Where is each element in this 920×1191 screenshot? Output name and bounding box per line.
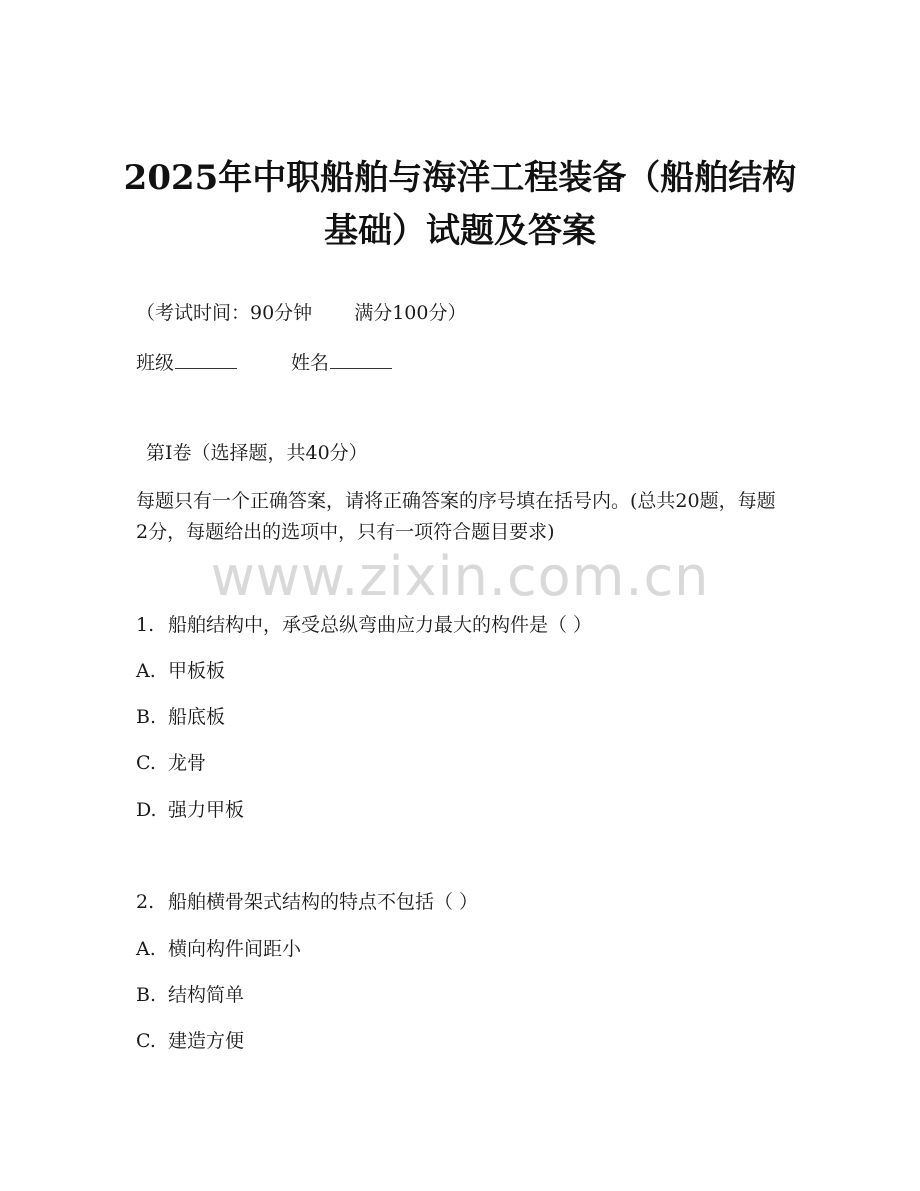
question-1-option-c [136,750,206,776]
question-1-option-d [136,797,244,823]
name-blank [330,350,392,369]
option-text: 龙骨 [168,752,207,774]
option-letter: B. [136,706,157,728]
option-letter: A. [136,660,156,682]
instructions: 每题只有一个正确答案，请将正确答案的序号填在括号内。(总共20题，每题2分，每题给出的选项中，只有一项符合题目要求) [136,490,776,543]
option-text: 强力甲板 [168,799,245,821]
question-2-option-b [136,982,244,1008]
student-info-line [136,350,392,376]
option-letter: C. [136,752,156,774]
exam-info [136,300,466,326]
option-letter: A. [136,938,156,960]
option-text: 建造方便 [168,1030,245,1052]
option-letter: B. [136,984,157,1006]
document-title-line-1: 2025年中职船舶与海洋工程装备（船舶结构 [123,158,797,198]
question-1 [136,612,592,638]
class-label: 班级 [136,352,175,374]
option-letter: C. [136,1030,156,1052]
option-text: 甲板板 [168,660,226,682]
exam-time: （考试时间：90分钟 [136,302,313,324]
question-text: 船舶结构中，承受总纵弯曲应力最大的构件是（ ） [168,614,593,636]
option-text: 结构简单 [168,984,245,1006]
option-text: 横向构件间距小 [168,938,302,960]
question-2-option-c [136,1028,244,1054]
question-2 [136,889,478,915]
question-number: 1. [136,614,155,636]
name-label: 姓名 [291,352,330,374]
question-number: 2. [136,891,155,913]
option-text: 船底板 [168,706,226,728]
question-text: 船舶横骨架式结构的特点不包括（ ） [168,891,479,913]
section-title: 第Ⅰ卷（选择题，共40分） [146,442,368,464]
full-score: 满分100分） [354,302,467,324]
document-title-line-2: 基础）试题及答案 [324,211,596,251]
watermark: www.zixin.com.cn [210,545,710,608]
question-1-option-b [136,704,225,730]
question-1-option-a [136,658,225,684]
class-blank [175,350,237,369]
option-letter: D. [136,799,157,821]
question-2-option-a [136,936,301,962]
